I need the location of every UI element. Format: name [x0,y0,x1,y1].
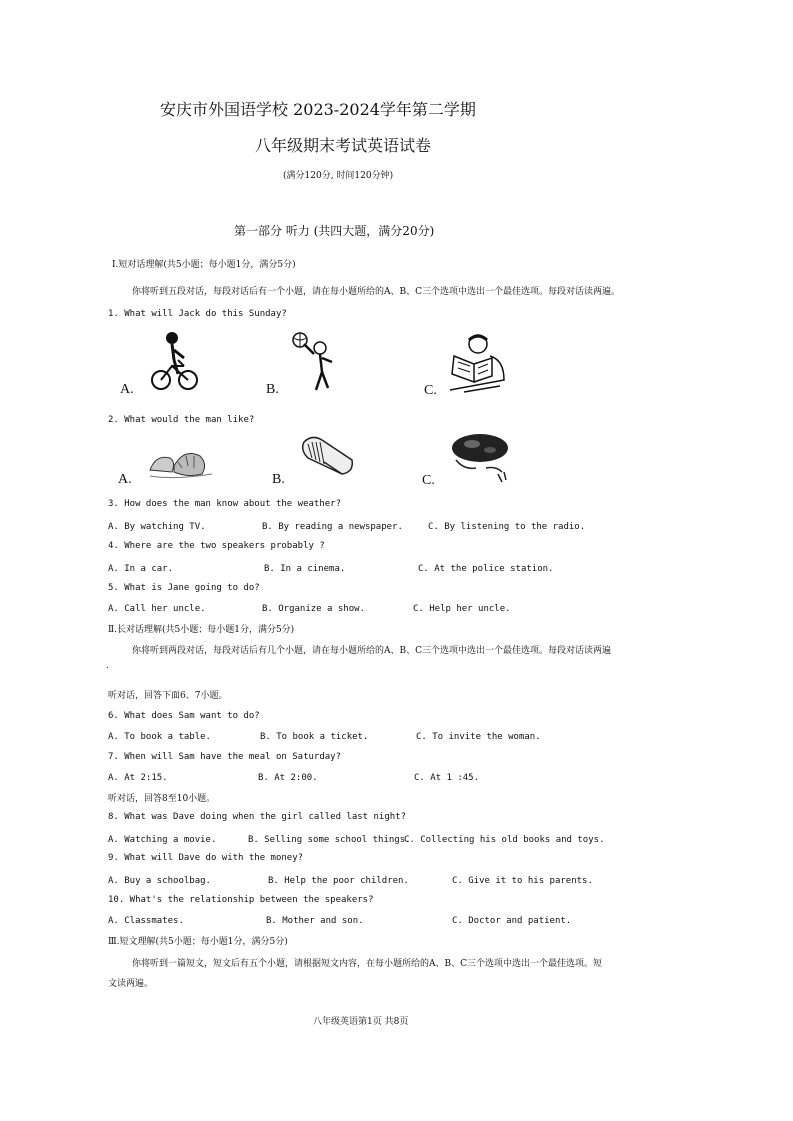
bread-picture [298,432,356,480]
section2-heading: Ⅱ.长对话理解(共5小题；每小题1分，满分5分) [108,625,295,635]
section3-instruction-line2: 文读两遍。 [108,979,154,989]
q10-option-b[interactable]: B. Mother and son. [266,916,364,926]
question-8: 8. What was Dave doing when the girl called last night? [108,812,407,822]
q6-option-c[interactable]: C. To invite the woman. [416,732,541,742]
q3-option-a[interactable]: A. By watching TV. [108,522,206,532]
q5-option-b[interactable]: B. Organize a show. [262,604,365,614]
q9-option-a[interactable]: A. Buy a schoolbag. [108,876,211,886]
q8-option-b[interactable]: B. Selling some school things. [248,835,411,845]
q7-option-b[interactable]: B. At 2:00. [258,773,318,783]
q9-option-b[interactable]: B. Help the poor children. [268,876,409,886]
q3-option-c[interactable]: C. By listening to the radio. [428,522,586,532]
q10-option-c[interactable]: C. Doctor and patient. [452,916,572,926]
q9-option-c[interactable]: C. Give it to his parents. [452,876,593,886]
q10-option-a[interactable]: A. Classmates. [108,916,184,926]
section2-note-8-10: 听对话，回答8至10小题。 [108,794,216,804]
question-10: 10. What's the relationship between the speakers? [108,895,374,905]
question-9: 9. What will Dave do with the money? [108,853,304,863]
q1-label-b: B. [266,382,279,397]
section3-heading: Ⅲ.短文理解(共5小题；每小题1分，满分5分) [108,937,288,947]
q6-option-a[interactable]: A. To book a table. [108,732,211,742]
reading-picture [444,330,510,394]
dumplings-picture [146,444,216,480]
part1-heading: 第一部分 听力 (共四大题，满分20分) [234,224,435,238]
exam-title-line2: 八年级期末考试英语试卷 [255,136,432,155]
q4-option-a[interactable]: A. In a car. [108,564,174,574]
q2-label-a: A. [118,472,132,487]
q6-option-b[interactable]: B. To book a ticket. [260,732,369,742]
q1-label-a: A. [120,382,134,397]
q3-option-b[interactable]: B. By reading a newspaper. [262,522,403,532]
q1-label-c: C. [424,383,437,398]
question-7: 7. When will Sam have the meal on Saturday? [108,752,341,762]
section1-heading: Ⅰ.短对话理解(共5小题；每小题1分，满分5分) [112,260,296,270]
question-2: 2. What would the man like? [108,415,255,425]
question-6: 6. What does Sam want to do? [108,711,260,721]
section2-instruction-dot: . [106,661,109,671]
question-1: 1. What will Jack do this Sunday? [108,309,287,319]
question-5: 5. What is Jane going to do? [108,583,260,593]
q8-option-c[interactable]: C. Collecting his old books and toys. [404,835,605,845]
section2-note-6-7: 听对话，回答下面6、7小题。 [108,691,228,701]
exam-subtitle: (满分120分, 时间120分钟) [283,171,394,181]
q4-option-c[interactable]: C. At the police station. [418,564,554,574]
question-4: 4. Where are the two speakers probably ? [108,541,325,551]
q2-label-c: C. [422,473,435,488]
basketball-picture [292,332,338,394]
bicycle-picture [148,330,200,394]
q4-option-b[interactable]: B. In a cinema. [264,564,346,574]
exam-title-line1: 安庆市外国语学校 2023-2024学年第二学期 [160,100,476,119]
q7-option-a[interactable]: A. At 2:15. [108,773,168,783]
q5-option-a[interactable]: A. Call her uncle. [108,604,206,614]
q7-option-c[interactable]: C. At 1 :45. [414,773,480,783]
q5-option-c[interactable]: C. Help her uncle. [413,604,511,614]
section2-instruction: 你将听到两段对话，每段对话后有几个小题，请在每小题所给的A、B、C三个选项中选出一个最佳选项。每段对话读两遍 [132,646,612,656]
noodles-picture [446,430,514,484]
question-3: 3. How does the man know about the weather? [108,499,341,509]
q2-label-b: B. [272,472,285,487]
section3-instruction-line1: 你将听到一篇短文，短文后有五个小题，请根据短文内容，在每小题所给的A、B、C三个选项中选出一个最佳选项。短 [132,959,603,969]
q8-option-a[interactable]: A. Watching a movie. [108,835,217,845]
section1-instruction: 你将听到五段对话，每段对话后有一个小题，请在每小题所给的A、B、C三个选项中选出一个最佳选项。每段对话读两遍。 [132,287,621,297]
page-footer: 八年级英语第1页 共8页 [313,1017,409,1027]
